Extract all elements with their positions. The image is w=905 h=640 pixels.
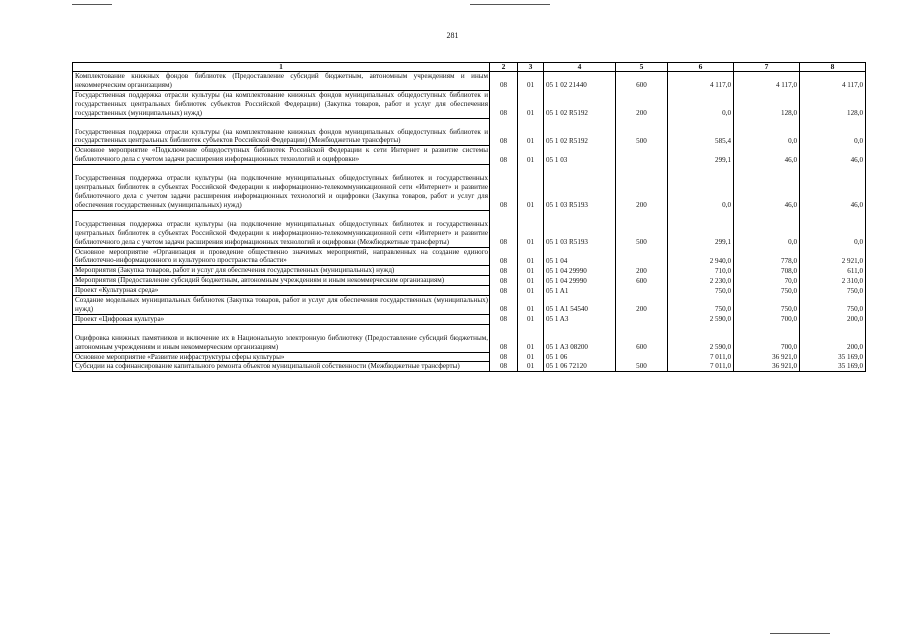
row-target-code: 05 1 A3 08200 [544, 324, 616, 352]
row-expense-type: 600 [616, 72, 668, 91]
row-amount-2: 708,0 [734, 266, 800, 276]
bottom-rule [770, 633, 830, 634]
row-target-code: 05 1 06 [544, 352, 616, 362]
row-amount-2: 0,0 [734, 118, 800, 146]
row-section: 08 [490, 118, 518, 146]
row-amount-3: 611,0 [800, 266, 866, 276]
row-amount-2: 46,0 [734, 165, 800, 211]
row-amount-2: 4 117,0 [734, 72, 800, 91]
row-name: Проект «Культурная среда» [73, 286, 490, 296]
row-amount-3: 2 310,0 [800, 276, 866, 286]
row-amount-2: 46,0 [734, 146, 800, 165]
row-expense-type: 200 [616, 165, 668, 211]
table-row [73, 266, 866, 276]
row-name: Создание модельных муниципальных библиотек (Закупка товаров, работ и услуг для обеспечения государственных (муниципальных) нужд) [73, 296, 490, 315]
table-row [73, 118, 866, 146]
row-subsection: 01 [518, 72, 544, 91]
row-target-code: 05 1 02 R5192 [544, 118, 616, 146]
row-target-code: 05 1 A3 [544, 314, 616, 324]
row-expense-type: 500 [616, 362, 668, 372]
row-amount-3: 750,0 [800, 286, 866, 296]
table-row [73, 146, 866, 165]
row-target-code: 05 1 03 R5193 [544, 165, 616, 211]
col-header: 6 [668, 63, 734, 72]
row-amount-1: 2 230,0 [668, 276, 734, 286]
row-target-code: 05 1 A1 54540 [544, 296, 616, 315]
row-amount-1: 710,0 [668, 266, 734, 276]
table-row [73, 324, 866, 352]
table-row [73, 276, 866, 286]
row-expense-type: 600 [616, 276, 668, 286]
row-amount-3: 46,0 [800, 165, 866, 211]
row-amount-3: 46,0 [800, 146, 866, 165]
row-name: Государственная поддержка отрасли культуры (на подключение муниципальных общедоступных библиотек и государственных центральных библиотек в субъектах Российской Федерации к информационно-телекоммуникационной сети «Интернет» и развитие библиотечного дела с учетом задачи расширения информационных технологий и оцифровки (Межбюджетные трансферты) [73, 210, 490, 247]
row-section: 08 [490, 324, 518, 352]
row-section: 08 [490, 296, 518, 315]
row-amount-1: 2 590,0 [668, 314, 734, 324]
top-rule [470, 4, 550, 5]
row-amount-1: 7 011,0 [668, 362, 734, 372]
row-amount-3: 35 169,0 [800, 362, 866, 372]
row-amount-2: 750,0 [734, 286, 800, 296]
row-name: Субсидии на софинансирование капитального ремонта объектов муниципальной собственности (Межбюджетные трансферты) [73, 362, 490, 372]
row-subsection: 01 [518, 296, 544, 315]
row-amount-2: 778,0 [734, 247, 800, 266]
table-row [73, 314, 866, 324]
row-amount-2: 128,0 [734, 90, 800, 118]
row-subsection: 01 [518, 314, 544, 324]
row-amount-2: 700,0 [734, 314, 800, 324]
col-header: 7 [734, 63, 800, 72]
row-expense-type: 200 [616, 266, 668, 276]
row-expense-type [616, 314, 668, 324]
row-target-code: 05 1 03 R5193 [544, 210, 616, 247]
table-row [73, 210, 866, 247]
header-row [73, 63, 866, 72]
row-amount-2: 70,0 [734, 276, 800, 286]
row-target-code: 05 1 06 72120 [544, 362, 616, 372]
row-expense-type: 500 [616, 118, 668, 146]
row-target-code: 05 1 04 29990 [544, 266, 616, 276]
top-rule [72, 4, 112, 5]
row-amount-1: 750,0 [668, 286, 734, 296]
row-amount-3: 200,0 [800, 324, 866, 352]
row-subsection: 01 [518, 247, 544, 266]
row-amount-1: 750,0 [668, 296, 734, 315]
row-target-code: 05 1 04 [544, 247, 616, 266]
row-amount-1: 0,0 [668, 165, 734, 211]
row-target-code: 05 1 02 R5192 [544, 90, 616, 118]
row-subsection: 01 [518, 118, 544, 146]
table-row [73, 90, 866, 118]
row-name: Основное мероприятие «Подключение общедоступных библиотек Российской Федерации к сети Интернет и развитие системы библиотечного дела с учетом задачи расширения информационных технологий и оцифровки» [73, 146, 490, 165]
row-section: 08 [490, 210, 518, 247]
col-header: 3 [518, 63, 544, 72]
row-subsection: 01 [518, 165, 544, 211]
row-subsection: 01 [518, 352, 544, 362]
row-subsection: 01 [518, 266, 544, 276]
row-expense-type [616, 146, 668, 165]
row-expense-type [616, 247, 668, 266]
row-section: 08 [490, 352, 518, 362]
row-target-code: 05 1 04 29990 [544, 276, 616, 286]
table-row [73, 165, 866, 211]
row-section: 08 [490, 90, 518, 118]
row-section: 08 [490, 165, 518, 211]
row-section: 08 [490, 362, 518, 372]
row-amount-3: 2 921,0 [800, 247, 866, 266]
table-row [73, 362, 866, 372]
row-amount-3: 0,0 [800, 118, 866, 146]
row-amount-1: 299,1 [668, 210, 734, 247]
row-amount-1: 585,4 [668, 118, 734, 146]
row-expense-type: 200 [616, 296, 668, 315]
row-name: Государственная поддержка отрасли культуры (на комплектование книжных фондов муниципальных общедоступных библиотек и государственных центральных библиотек субъектов Российской Федерации) (Межбюджетные трансферты) [73, 118, 490, 146]
row-subsection: 01 [518, 90, 544, 118]
row-amount-3: 0,0 [800, 210, 866, 247]
row-name: Мероприятия (Предоставление субсидий бюджетным, автономным учреждениям и иным некоммерческим организациям) [73, 276, 490, 286]
row-subsection: 01 [518, 286, 544, 296]
col-header: 2 [490, 63, 518, 72]
table-row [73, 247, 866, 266]
row-name: Мероприятия (Закупка товаров, работ и услуг для обеспечения государственных (муниципальных) нужд) [73, 266, 490, 276]
col-header: 4 [544, 63, 616, 72]
row-name: Комплектование книжных фондов библиотек (Предоставление субсидий бюджетным, автономным учреждениям и иным некоммерческим организациям) [73, 72, 490, 91]
row-amount-2: 700,0 [734, 324, 800, 352]
row-amount-3: 4 117,0 [800, 72, 866, 91]
row-target-code: 05 1 03 [544, 146, 616, 165]
row-name: Проект «Цифровая культура» [73, 314, 490, 324]
row-expense-type: 200 [616, 90, 668, 118]
row-amount-1: 2 590,0 [668, 324, 734, 352]
row-amount-3: 750,0 [800, 296, 866, 315]
row-section: 08 [490, 276, 518, 286]
row-amount-1: 0,0 [668, 90, 734, 118]
row-amount-1: 7 011,0 [668, 352, 734, 362]
row-section: 08 [490, 247, 518, 266]
row-name: Государственная поддержка отрасли культуры (на комплектование книжных фондов муниципальных общедоступных библиотек и государственных центральных библиотек субъектов Российской Федерации) (Закупка товаров, работ и услуг для обеспечения государственных (муниципальных) нужд) [73, 90, 490, 118]
col-header: 1 [73, 63, 490, 72]
row-amount-3: 128,0 [800, 90, 866, 118]
row-subsection: 01 [518, 362, 544, 372]
row-amount-1: 4 117,0 [668, 72, 734, 91]
row-subsection: 01 [518, 324, 544, 352]
row-amount-2: 750,0 [734, 296, 800, 315]
table-row [73, 72, 866, 91]
row-section: 08 [490, 146, 518, 165]
row-name: Оцифровка книжных памятников и включение их в Национальную электронную библиотеку (Предоставление субсидий бюджетным, автономным учреждениям и иным некоммерческим организациям) [73, 324, 490, 352]
row-amount-3: 200,0 [800, 314, 866, 324]
row-amount-1: 299,1 [668, 146, 734, 165]
row-expense-type [616, 286, 668, 296]
col-header: 8 [800, 63, 866, 72]
row-subsection: 01 [518, 146, 544, 165]
row-name: Основное мероприятие «Развитие инфраструктуры сферы культуры» [73, 352, 490, 362]
row-amount-2: 36 921,0 [734, 362, 800, 372]
row-name: Основное мероприятие «Организация и проведение общественно значимых мероприятий, направленных на создание единого библиотечно-информационного и культурного пространства области» [73, 247, 490, 266]
row-amount-1: 2 940,0 [668, 247, 734, 266]
row-subsection: 01 [518, 210, 544, 247]
row-name: Государственная поддержка отрасли культуры (на подключение муниципальных общедоступных библиотек и государственных центральных библиотек в субъектах Российской Федерации к информационно-телекоммуникационной сети «Интернет» и развитие библиотечного дела с учетом задачи расширения информационных технологий и оцифровки (Закупка товаров, работ и услуг для обеспечения государственных (муниципальных) нужд) [73, 165, 490, 211]
row-amount-2: 0,0 [734, 210, 800, 247]
row-expense-type [616, 352, 668, 362]
row-section: 08 [490, 314, 518, 324]
row-target-code: 05 1 A1 [544, 286, 616, 296]
budget-table [72, 62, 866, 372]
row-amount-2: 36 921,0 [734, 352, 800, 362]
row-section: 08 [490, 266, 518, 276]
row-section: 08 [490, 286, 518, 296]
col-header: 5 [616, 63, 668, 72]
table-row [73, 352, 866, 362]
table-row [73, 286, 866, 296]
row-section: 08 [490, 72, 518, 91]
page-number: 281 [446, 31, 459, 40]
row-expense-type: 600 [616, 324, 668, 352]
row-amount-3: 35 169,0 [800, 352, 866, 362]
row-subsection: 01 [518, 276, 544, 286]
row-target-code: 05 1 02 21440 [544, 72, 616, 91]
table-row [73, 296, 866, 315]
row-expense-type: 500 [616, 210, 668, 247]
